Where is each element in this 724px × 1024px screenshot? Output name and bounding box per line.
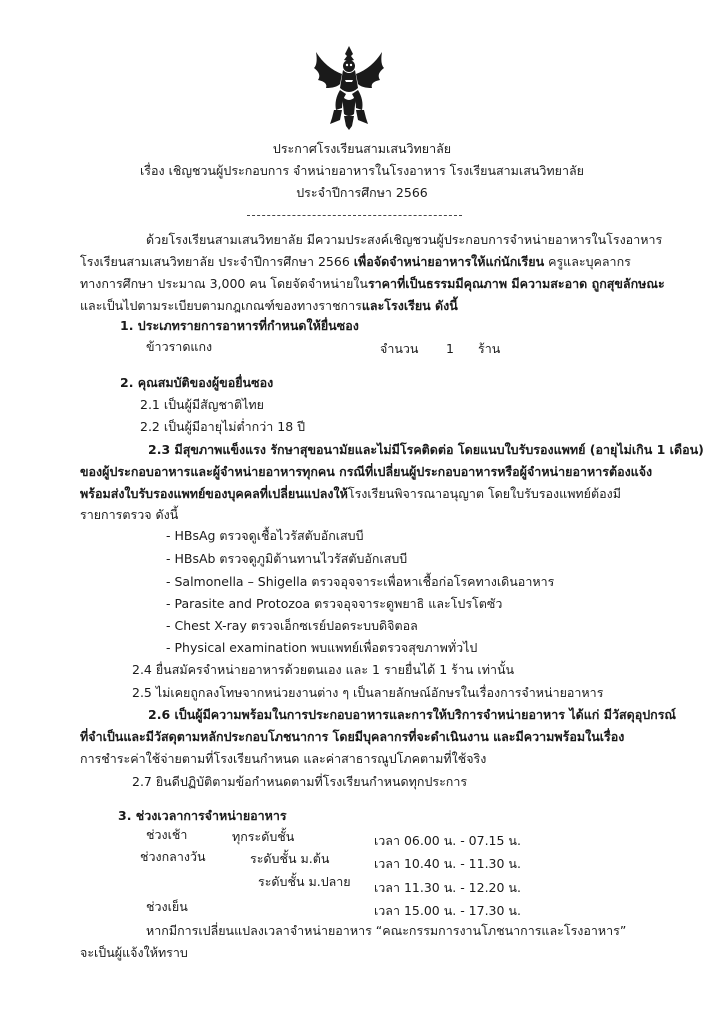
announcement-year: ประจำปีการศึกษา 2566: [296, 185, 428, 200]
qualification-2-3-line-1: 2.3 มีสุขภาพแข็งแรง รักษาสุขอนามัยและไม่มีโรคติดต่อ โดยแนบใบรับรองแพทย์ (อายุไม่เกิน 1 เดือน): [148, 442, 704, 457]
qualification-2-3-line-3b: โรงเรียนพิจารณาอนุญาต โดยใบรับรองแพทย์ต้องมี: [347, 486, 621, 501]
schedule-period: ช่วงเช้า: [146, 827, 188, 842]
schedule-time: เวลา 10.40 น. - 11.30 น.: [374, 856, 521, 871]
schedule-period: ช่วงเย็น: [146, 899, 188, 914]
section-2-heading: 2. คุณสมบัติของผู้ขอยื่นซอง: [120, 375, 274, 390]
qualification-2-3-line-4: รายการตรวจ ดังนี้: [80, 507, 179, 522]
garuda-emblem-icon: [312, 44, 386, 130]
test-item: - Parasite and Protozoa ตรวจอุจจาระดูพยาธิ และโปรโตซัว: [166, 596, 503, 611]
qualification-2-1: 2.1 เป็นผู้มีสัญชาติไทย: [140, 397, 264, 412]
qualification-2-6-line-1: 2.6 เป็นผู้มีความพร้อมในการประกอบอาหารและการให้บริการจำหน่ายอาหาร ได้แก่ มีวัสดุอุปกรณ์: [148, 707, 677, 722]
intro-line-3: [80, 276, 665, 292]
intro-line-1: ด้วยโรงเรียนสามเสนวิทยาลัย มีความประสงค์เชิญชวนผู้ประกอบการจำหน่ายอาหารในโรงอาหาร: [146, 232, 663, 247]
schedule-note-line-2: จะเป็นผู้แจ้งให้ทราบ: [80, 945, 188, 960]
qualification-2-3-line-3a: พร้อมส่งใบรับรองแพทย์ของบุคคลที่เปลี่ยนแปลงให้: [80, 486, 348, 501]
qualification-2-3-line-3: [80, 486, 621, 502]
schedule-note-line-1: หากมีการเปลี่ยนแปลงเวลาจำหน่ายอาหาร “คณะกรรมการงานโภชนาการและโรงอาหาร”: [146, 923, 627, 938]
test-item: - HBsAb ตรวจดูภูมิต้านทานไวรัสตับอักเสบบี: [166, 551, 408, 566]
schedule-level: ระดับชั้น ม.ต้น: [250, 851, 330, 866]
header-divider: [247, 215, 462, 216]
intro-line-2c: ครูและบุคลากร: [544, 254, 631, 269]
intro-line-2b: เพื่อจัดจำหน่ายอาหารให้แก่นักเรียน: [353, 254, 545, 269]
quantity-label: จำนวน: [380, 341, 419, 356]
intro-line-4a: และเป็นไปตามระเบียบตามกฎเกณฑ์ของทางราชการ: [80, 298, 362, 313]
intro-line-3b: ราคาที่เป็นธรรมมีคุณภาพ มีความสะอาด ถูกสุขลักษณะ: [367, 276, 665, 291]
test-item: - Physical examination พบแพทย์เพื่อตรวจสุขภาพทั่วไป: [166, 640, 478, 655]
quantity-value: 1: [446, 341, 454, 356]
schedule-period: ช่วงกลางวัน: [140, 849, 206, 864]
announcement-title: ประกาศโรงเรียนสามเสนวิทยาลัย: [272, 141, 452, 156]
qualification-2-6-line-2: ที่จำเป็นและมีวัสดุตามหลักประกอบโภชนาการ โดยมีบุคลากรที่จะดำเนินงาน และมีความพร้อมในเรื่อง: [80, 729, 625, 744]
intro-line-4b: และโรงเรียน ดังนี้: [361, 298, 458, 313]
intro-line-4: [80, 298, 458, 314]
schedule-level: ระดับชั้น ม.ปลาย: [258, 874, 351, 889]
section-1-heading: 1. ประเภทรายการอาหารที่กำหนดให้ยื่นซอง: [120, 318, 359, 333]
schedule-time: เวลา 15.00 น. - 17.30 น.: [374, 903, 521, 918]
schedule-level: ทุกระดับชั้น: [232, 829, 295, 844]
qualification-2-2: 2.2 เป็นผู้มีอายุไม่ต่ำกว่า 18 ปี: [140, 419, 306, 434]
test-item: - Chest X-ray ตรวจเอ็กซเรย์ปอดระบบดิจิตอล: [166, 618, 418, 633]
qualification-2-5: 2.5 ไม่เคยถูกลงโทษจากหน่วยงานต่าง ๆ เป็นลายลักษณ์อักษรในเรื่องการจำหน่ายอาหาร: [132, 685, 604, 700]
schedule-time: เวลา 06.00 น. - 07.15 น.: [374, 833, 521, 848]
intro-line-2a: โรงเรียนสามเสนวิทยาลัย ประจำปีการศึกษา 2566: [80, 254, 354, 269]
qualification-2-4: 2.4 ยื่นสมัครจำหน่ายอาหารด้วยตนเอง และ 1 รายยื่นได้ 1 ร้าน เท่านั้น: [132, 662, 515, 677]
quantity-unit: ร้าน: [478, 341, 501, 356]
test-item: - HBsAg ตรวจดูเชื้อไวรัสตับอักเสบบี: [166, 528, 364, 543]
qualification-2-3-line-2: ของผู้ประกอบอาหารและผู้จำหน่ายอาหารทุกคน กรณีที่เปลี่ยนผู้ประกอบอาหารหรือผู้จำหน่ายอาหารต้องแจ้ง: [80, 464, 653, 479]
food-item: ข้าวราดแกง: [146, 339, 213, 354]
test-item: - Salmonella – Shigella ตรวจอุจจาระเพื่อหาเชื้อก่อโรคทางเดินอาหาร: [166, 574, 555, 589]
section-3-heading: 3. ช่วงเวลาการจำหน่ายอาหาร: [118, 808, 287, 823]
announcement-subject: เรื่อง เชิญชวนผู้ประกอบการ จำหน่ายอาหารในโรงอาหาร โรงเรียนสามเสนวิทยาลัย: [140, 163, 584, 178]
qualification-2-6-line-3: การชำระค่าใช้จ่ายตามที่โรงเรียนกำหนด และค่าสาธารณูปโภคตามที่ใช้จริง: [80, 751, 487, 766]
intro-line-3a: ทางการศึกษา ประมาณ 3,000 คน โดยจัดจำหน่ายใน: [80, 276, 368, 291]
intro-line-2: [80, 254, 631, 270]
qualification-2-7: 2.7 ยินดีปฏิบัติตามข้อกำหนดตามที่โรงเรียนกำหนดทุกประการ: [132, 774, 468, 789]
schedule-time: เวลา 11.30 น. - 12.20 น.: [374, 880, 521, 895]
